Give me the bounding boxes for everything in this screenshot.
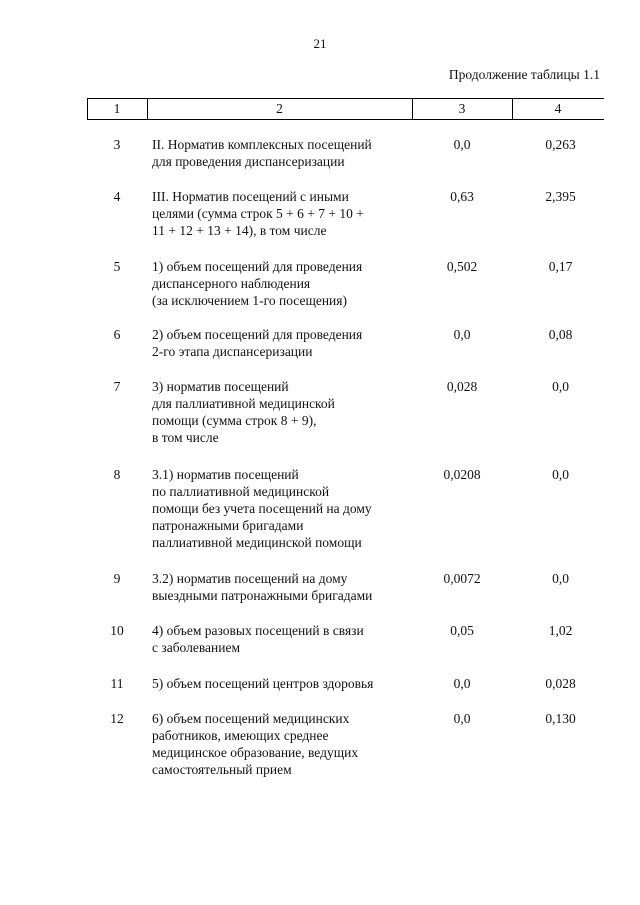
description-line: 3.2) норматив посещений на дому	[152, 571, 348, 586]
description-line: с заболеванием	[152, 640, 241, 655]
description-line: 1) объем посещений для проведения	[152, 259, 363, 274]
description-line: выездными патронажными бригадами	[152, 588, 373, 603]
value-column-4: 0,263	[545, 137, 576, 152]
row-number: 10	[110, 623, 124, 638]
description-line: целями (сумма строк 5 + 6 + 7 + 10 +	[152, 206, 364, 221]
description-line: 6) объем посещений медицинских	[152, 711, 350, 726]
value-column-4: 0,028	[545, 676, 576, 691]
description-line: диспансерного наблюдения	[152, 276, 311, 291]
row-description	[152, 326, 412, 360]
row-number: 9	[113, 571, 121, 586]
description-line: II. Норматив комплексных посещений	[152, 137, 372, 152]
value-column-3: 0,0	[453, 711, 471, 726]
description-line: 3.1) норматив посещений	[152, 467, 299, 482]
row-description	[152, 466, 412, 551]
description-line: III. Норматив посещений с иными	[152, 189, 349, 204]
description-line: патронажными бригадами	[152, 518, 304, 533]
value-column-4: 0,0	[552, 467, 569, 482]
row-description	[152, 622, 412, 656]
row-description	[152, 258, 412, 309]
value-column-3: 0,0	[453, 327, 471, 342]
header-cell-1: 1	[113, 101, 121, 116]
description-line: 5) объем посещений центров здоровья	[152, 676, 374, 691]
row-number: 6	[113, 327, 121, 342]
row-description	[152, 378, 412, 446]
table-continuation-label: Продолжение таблицы 1.1	[448, 67, 600, 82]
value-column-4: 0,0	[552, 379, 569, 394]
header-cell-2: 2	[276, 101, 283, 116]
value-column-3: 0,63	[450, 189, 474, 204]
row-number: 4	[113, 189, 121, 204]
description-line: по паллиативной медицинской	[152, 484, 330, 499]
row-number: 11	[110, 676, 124, 691]
value-column-3: 0,0	[453, 676, 471, 691]
description-line: медицинское образование, ведущих	[152, 745, 359, 760]
value-column-3: 0,0072	[443, 571, 481, 586]
header-cell-3: 3	[458, 101, 466, 116]
value-column-4: 0,0	[552, 571, 569, 586]
description-line: самостоятельный прием	[152, 762, 292, 777]
row-number: 7	[113, 379, 121, 394]
description-line: для проведения диспансеризации	[152, 154, 345, 169]
row-description	[152, 710, 412, 778]
header-cell-4: 4	[554, 101, 562, 116]
description-line: 2-го этапа диспансеризации	[152, 344, 313, 359]
value-column-4: 0,130	[545, 711, 576, 726]
row-description	[152, 570, 412, 604]
value-column-3: 0,05	[450, 623, 474, 638]
table	[87, 98, 604, 777]
description-line: (за исключением 1-го посещения)	[152, 293, 347, 308]
row-number: 12	[110, 711, 124, 726]
value-column-3: 0,028	[446, 379, 478, 394]
description-line: 4) объем разовых посещений в связи	[152, 623, 364, 638]
value-column-3: 0,0208	[443, 467, 481, 482]
row-number: 3	[113, 137, 121, 152]
row-description	[152, 188, 412, 239]
description-line: 11 + 12 + 13 + 14), в том числе	[152, 223, 327, 238]
table-header-row	[87, 98, 604, 120]
value-column-3: 0,0	[453, 137, 471, 152]
description-line: для паллиативной медицинской	[152, 396, 335, 411]
description-line: в том числе	[152, 430, 219, 445]
description-line: помощи без учета посещений на дому	[152, 501, 372, 516]
row-number: 5	[113, 259, 121, 274]
description-line: паллиативной медицинской помощи	[152, 535, 362, 550]
row-description	[152, 675, 412, 692]
description-line: 3) норматив посещений	[152, 379, 289, 394]
value-column-4: 2,395	[545, 189, 576, 204]
value-column-4: 0,17	[548, 259, 573, 274]
page-number: 21	[313, 36, 327, 51]
description-line: 2) объем посещений для проведения	[152, 327, 363, 342]
description-line: помощи (сумма строк 8 + 9),	[152, 413, 317, 428]
description-line: работников, имеющих среднее	[152, 728, 329, 743]
row-number: 8	[113, 467, 121, 482]
value-column-3: 0,502	[446, 259, 478, 274]
row-description	[152, 136, 412, 170]
value-column-4: 0,08	[548, 327, 573, 342]
value-column-4: 1,02	[548, 623, 573, 638]
